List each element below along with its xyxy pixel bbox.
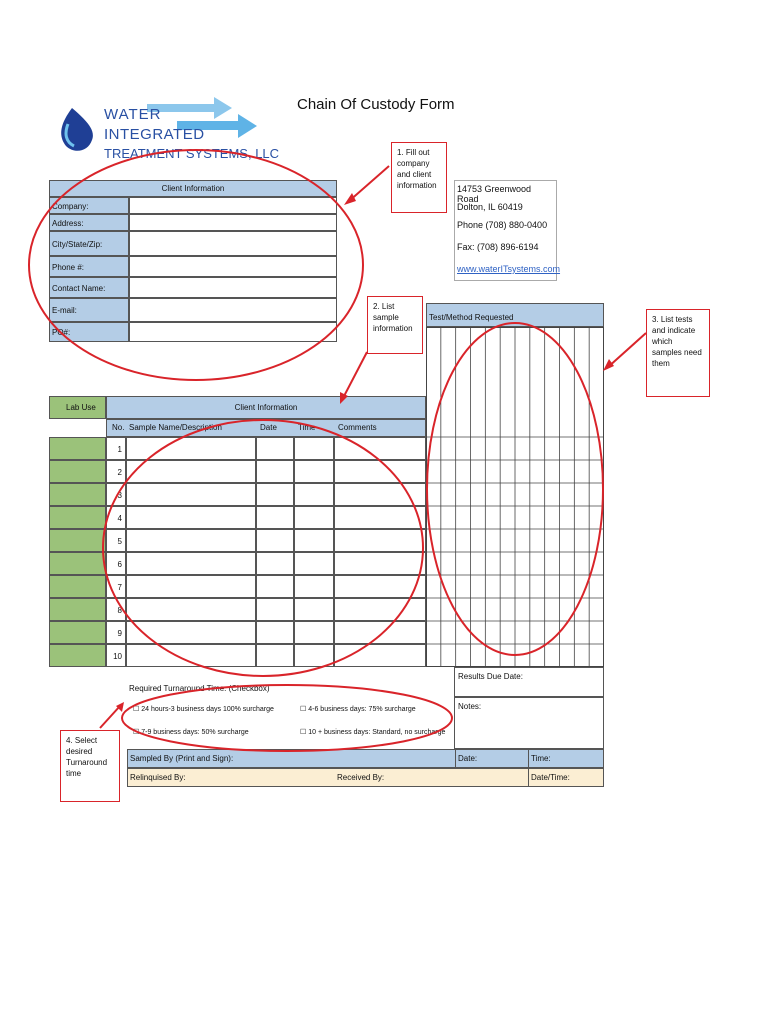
turnaround-option-4[interactable]: ☐ 10 + business days: Standard, no surcharge <box>300 729 446 736</box>
sample-number: 1 <box>106 437 126 460</box>
test-method-grid <box>426 327 604 667</box>
lab-use-cell[interactable] <box>49 437 106 460</box>
sample-date-cell[interactable] <box>256 483 294 506</box>
sample-comments-cell[interactable] <box>334 575 426 598</box>
table-row <box>49 621 426 644</box>
checkbox-icon[interactable]: ☐ <box>133 729 140 736</box>
sample-time-cell[interactable] <box>294 575 334 598</box>
client-field-input[interactable] <box>129 197 337 214</box>
sample-time-cell[interactable] <box>294 506 334 529</box>
arrowhead-1-icon <box>344 193 356 205</box>
lab-use-cell[interactable] <box>49 506 106 529</box>
sample-comments-cell[interactable] <box>334 598 426 621</box>
sample-number: 10 <box>106 644 126 667</box>
client-field-label: Contact Name: <box>49 277 129 298</box>
sample-date-cell[interactable] <box>256 621 294 644</box>
sample-rows <box>49 437 426 667</box>
sample-name-cell[interactable] <box>126 621 256 644</box>
arrow-3-line <box>607 333 646 368</box>
sampled-time-label: Time: <box>531 754 551 763</box>
sample-number: 8 <box>106 598 126 621</box>
lab-use-cell[interactable] <box>49 598 106 621</box>
contact-city: Dolton, IL 60419 <box>457 202 523 212</box>
sample-name-cell[interactable] <box>126 598 256 621</box>
client-field-input[interactable] <box>129 277 337 298</box>
table-row <box>49 552 426 575</box>
checkbox-icon[interactable]: ☐ <box>133 706 140 713</box>
client-info-row <box>49 214 337 231</box>
client-field-label: PO#: <box>49 322 129 342</box>
sample-number: 9 <box>106 621 126 644</box>
sample-time-cell[interactable] <box>294 483 334 506</box>
turnaround-option-2[interactable]: ☐ 4-6 business days: 75% surcharge <box>300 706 416 713</box>
divider <box>528 750 529 767</box>
annotation-3: 3. List tests and indicate which samples need them <box>646 309 710 397</box>
client-field-label: Address: <box>49 214 129 231</box>
client-info-table <box>49 180 337 342</box>
sample-name-cell[interactable] <box>126 529 256 552</box>
client-field-input[interactable] <box>129 298 337 322</box>
table-row <box>49 483 426 506</box>
sample-time-cell[interactable] <box>294 621 334 644</box>
logo-line-1: WATER <box>104 106 162 123</box>
col-name: Sample Name/Description <box>129 423 222 432</box>
sampled-date-label: Date: <box>458 754 478 763</box>
results-due-date-field[interactable]: Results Due Date: <box>454 667 604 697</box>
table-row <box>49 575 426 598</box>
client-info-row <box>49 256 337 277</box>
lab-use-cell[interactable] <box>49 621 106 644</box>
sample-time-cell[interactable] <box>294 529 334 552</box>
sample-name-cell[interactable] <box>126 552 256 575</box>
annotation-1: 1. Fill out company and client information <box>391 142 447 213</box>
sample-time-cell[interactable] <box>294 552 334 575</box>
sample-comments-cell[interactable] <box>334 483 426 506</box>
table-row <box>49 644 426 667</box>
contact-fax: Fax: (708) 896-6194 <box>457 242 539 252</box>
sample-comments-cell[interactable] <box>334 552 426 575</box>
relinquished-label: Relinquised By: <box>130 773 186 782</box>
arrowhead-4-icon <box>116 702 124 712</box>
lab-use-cell[interactable] <box>49 575 106 598</box>
lab-use-cell[interactable] <box>49 460 106 483</box>
turnaround-option-3[interactable]: ☐ 7-9 business days: 50% surcharge <box>133 729 249 736</box>
client-info-row <box>49 322 337 342</box>
sampled-by-row <box>127 749 604 768</box>
datetime-label: Date/Time: <box>531 773 570 782</box>
sample-date-cell[interactable] <box>256 552 294 575</box>
sample-name-cell[interactable] <box>126 506 256 529</box>
arrow-1-line <box>348 166 389 202</box>
contact-website-link[interactable]: www.waterITsystems.com <box>457 264 561 274</box>
sample-name-cell[interactable] <box>126 437 256 460</box>
sample-number: 3 <box>106 483 126 506</box>
sample-name-cell[interactable] <box>126 460 256 483</box>
sample-date-cell[interactable] <box>256 529 294 552</box>
client-field-input[interactable] <box>129 214 337 231</box>
sample-date-cell[interactable] <box>256 598 294 621</box>
relinquished-row <box>127 768 604 787</box>
logo-line-2: INTEGRATED <box>104 126 205 143</box>
sample-time-cell[interactable] <box>294 644 334 667</box>
col-no: No. <box>112 423 125 432</box>
checkbox-icon[interactable]: ☐ <box>300 706 307 713</box>
table-row <box>49 460 426 483</box>
test-method-grid-lines <box>426 327 604 667</box>
sample-columns-header <box>106 419 426 437</box>
sample-time-cell[interactable] <box>294 460 334 483</box>
table-row <box>49 437 426 460</box>
col-date: Date <box>260 423 277 432</box>
turnaround-option-1[interactable]: ☐ 24 hours-3 business days 100% surcharge <box>133 706 274 713</box>
sample-name-cell[interactable] <box>126 644 256 667</box>
table-row <box>49 529 426 552</box>
lab-use-cell[interactable] <box>49 529 106 552</box>
contact-phone: Phone (708) 880-0400 <box>457 220 548 230</box>
company-logo <box>52 94 280 164</box>
sample-number: 7 <box>106 575 126 598</box>
form-title: Chain Of Custody Form <box>297 96 455 113</box>
client-field-label: E-mail: <box>49 298 129 322</box>
notes-field[interactable]: Notes: <box>454 697 604 749</box>
arrow-4-line <box>100 706 120 728</box>
annotation-4: 4. Select desired Turnaround time <box>60 730 120 802</box>
annotation-2: 2. List sample information <box>367 296 423 354</box>
divider <box>528 769 529 786</box>
sample-comments-cell[interactable] <box>334 437 426 460</box>
sample-date-cell[interactable] <box>256 575 294 598</box>
sample-date-cell[interactable] <box>256 437 294 460</box>
sample-date-cell[interactable] <box>256 506 294 529</box>
sample-number: 5 <box>106 529 126 552</box>
divider <box>455 750 456 767</box>
sample-number: 6 <box>106 552 126 575</box>
test-method-header: Test/Method Requested <box>426 303 604 327</box>
client-info-row <box>49 231 337 256</box>
logo-line-3: TREATMENT SYSTEMS, LLC <box>104 146 280 161</box>
sample-comments-cell[interactable] <box>334 644 426 667</box>
client-info-row <box>49 277 337 298</box>
sample-name-cell[interactable] <box>126 483 256 506</box>
contact-street: 14753 Greenwood Road <box>457 184 532 204</box>
sample-info-header: Client Information <box>106 396 426 419</box>
lab-use-cell[interactable] <box>49 644 106 667</box>
lab-use-cell[interactable] <box>49 552 106 575</box>
sample-number: 4 <box>106 506 126 529</box>
sample-comments-cell[interactable] <box>334 506 426 529</box>
lab-use-cell[interactable] <box>49 483 106 506</box>
client-info-row <box>49 197 337 214</box>
client-field-label: Phone #: <box>49 256 129 277</box>
arrow-2-line <box>342 352 367 400</box>
table-row <box>49 506 426 529</box>
col-time: Time <box>298 423 316 432</box>
client-info-row <box>49 298 337 322</box>
lab-use-header: Lab Use <box>49 396 106 419</box>
checkbox-icon[interactable]: ☐ <box>300 729 307 736</box>
client-field-input[interactable] <box>129 256 337 277</box>
sample-comments-cell[interactable] <box>334 529 426 552</box>
sample-name-cell[interactable] <box>126 575 256 598</box>
client-field-label: City/State/Zip: <box>49 231 129 256</box>
table-row <box>49 598 426 621</box>
sample-date-cell[interactable] <box>256 644 294 667</box>
col-comments: Comments <box>338 423 377 432</box>
client-field-input[interactable] <box>129 322 337 342</box>
client-info-header: Client Information <box>49 180 337 197</box>
sample-comments-cell[interactable] <box>334 621 426 644</box>
received-label: Received By: <box>337 773 385 782</box>
arrowhead-3-icon <box>603 359 614 371</box>
ellipse-turnaround <box>122 685 452 751</box>
sample-number: 2 <box>106 460 126 483</box>
sample-comments-cell[interactable] <box>334 460 426 483</box>
sample-time-cell[interactable] <box>294 437 334 460</box>
sample-date-cell[interactable] <box>256 460 294 483</box>
sample-time-cell[interactable] <box>294 598 334 621</box>
client-field-input[interactable] <box>129 231 337 256</box>
client-field-label: Company: <box>49 197 129 214</box>
contact-info-block <box>454 180 561 281</box>
turnaround-label: Required Turnaround Time: (Checkbox) <box>129 684 270 693</box>
sampled-by-label: Sampled By (Print and Sign): <box>130 754 234 763</box>
